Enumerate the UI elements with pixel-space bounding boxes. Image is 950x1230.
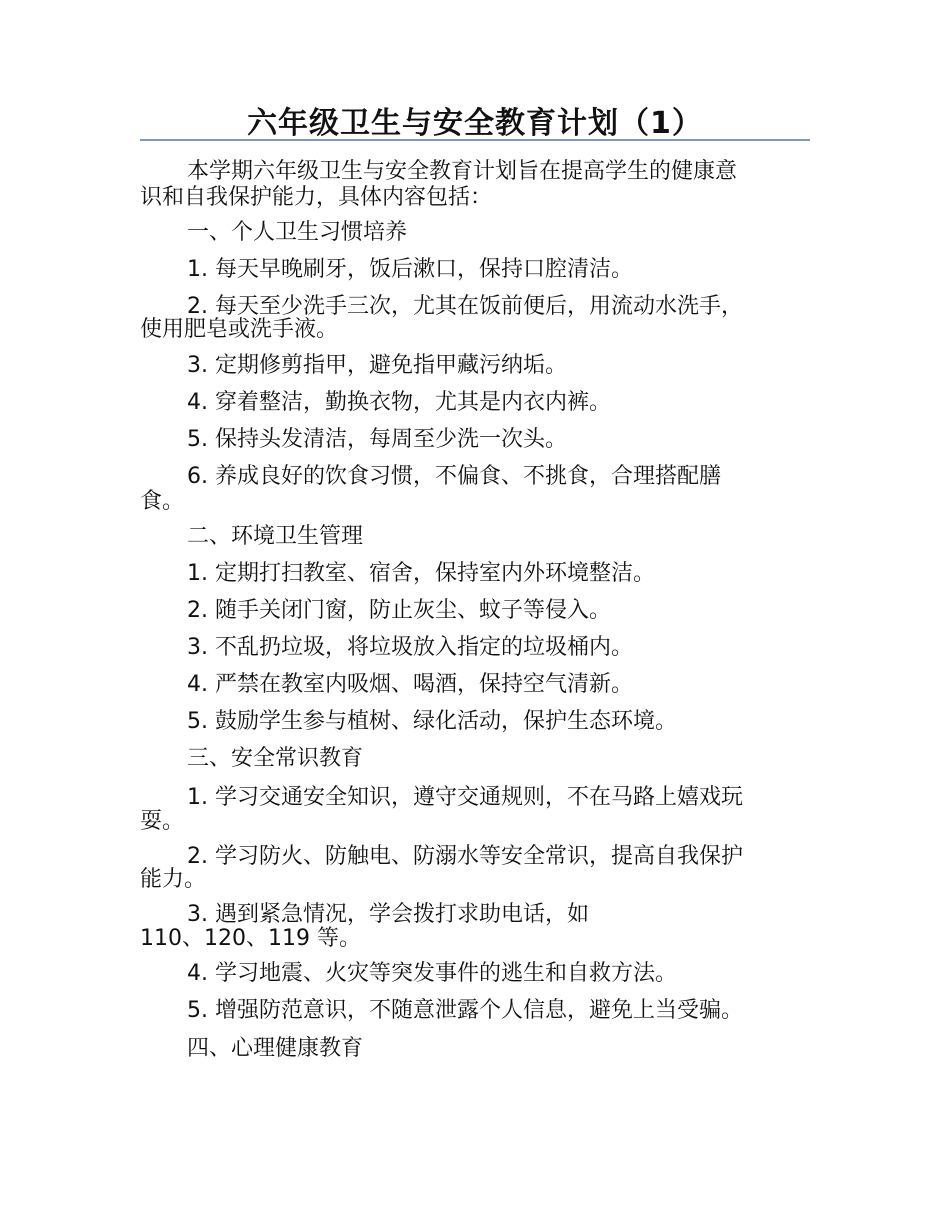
list-item: 1. 定期打扫教室、宿舍，保持室内外环境整洁。: [187, 561, 655, 586]
list-item-continuation: 食。: [140, 489, 185, 514]
section-heading-environment: 二、环境卫生管理: [187, 524, 364, 549]
list-item: 1. 每天早晚刷牙，饭后漱口，保持口腔清洁。: [187, 257, 633, 282]
intro-paragraph-line-1: 本学期六年级卫生与安全教育计划旨在提高学生的健康意: [187, 159, 738, 184]
list-item-continuation: 能力。: [140, 867, 207, 892]
list-item: 2. 随手关闭门窗，防止灰尘、蚊子等侵入。: [187, 598, 611, 623]
list-item: 3. 定期修剪指甲，避免指甲藏污纳垢。: [187, 353, 567, 378]
list-item: 1. 学习交通安全知识，遵守交通规则，不在马路上嬉戏玩: [187, 785, 743, 810]
list-item-continuation: 使用肥皂或洗手液。: [140, 317, 339, 342]
list-item: 5. 增强防范意识，不随意泄露个人信息，避免上当受骗。: [187, 998, 743, 1023]
list-item: 2. 学习防火、防触电、防溺水等安全常识，提高自我保护: [187, 844, 743, 869]
list-item-continuation: 耍。: [140, 809, 185, 834]
section-heading-mental-health: 四、心理健康教育: [187, 1036, 364, 1061]
list-item: 4. 学习地震、火灾等突发事件的逃生和自救方法。: [187, 961, 677, 986]
list-item: 6. 养成良好的饮食习惯，不偏食、不挑食，合理搭配膳: [187, 464, 721, 489]
section-heading-safety: 三、安全常识教育: [187, 746, 364, 771]
list-item: 5. 保持头发清洁，每周至少洗一次头。: [187, 427, 567, 452]
intro-paragraph-line-2: 识和自我保护能力，具体内容包括：: [140, 185, 493, 210]
list-item-continuation: 110、120、119 等。: [140, 926, 361, 951]
list-item: 5. 鼓励学生参与植树、绿化活动，保护生态环境。: [187, 709, 677, 734]
list-item: 4. 穿着整洁，勤换衣物，尤其是内衣内裤。: [187, 390, 611, 415]
title-underline: [140, 139, 810, 141]
list-item: 3. 不乱扔垃圾，将垃圾放入指定的垃圾桶内。: [187, 635, 633, 660]
list-item: 4. 严禁在教室内吸烟、喝酒，保持空气清新。: [187, 672, 633, 697]
list-item: 3. 遇到紧急情况，学会拨打求助电话，如: [187, 902, 589, 927]
list-item: 2. 每天至少洗手三次，尤其在饭前便后，用流动水洗手，: [187, 294, 743, 319]
section-heading-personal-hygiene: 一、个人卫生习惯培养: [187, 220, 408, 245]
document-title: 六年级卫生与安全教育计划（1）: [247, 106, 703, 141]
